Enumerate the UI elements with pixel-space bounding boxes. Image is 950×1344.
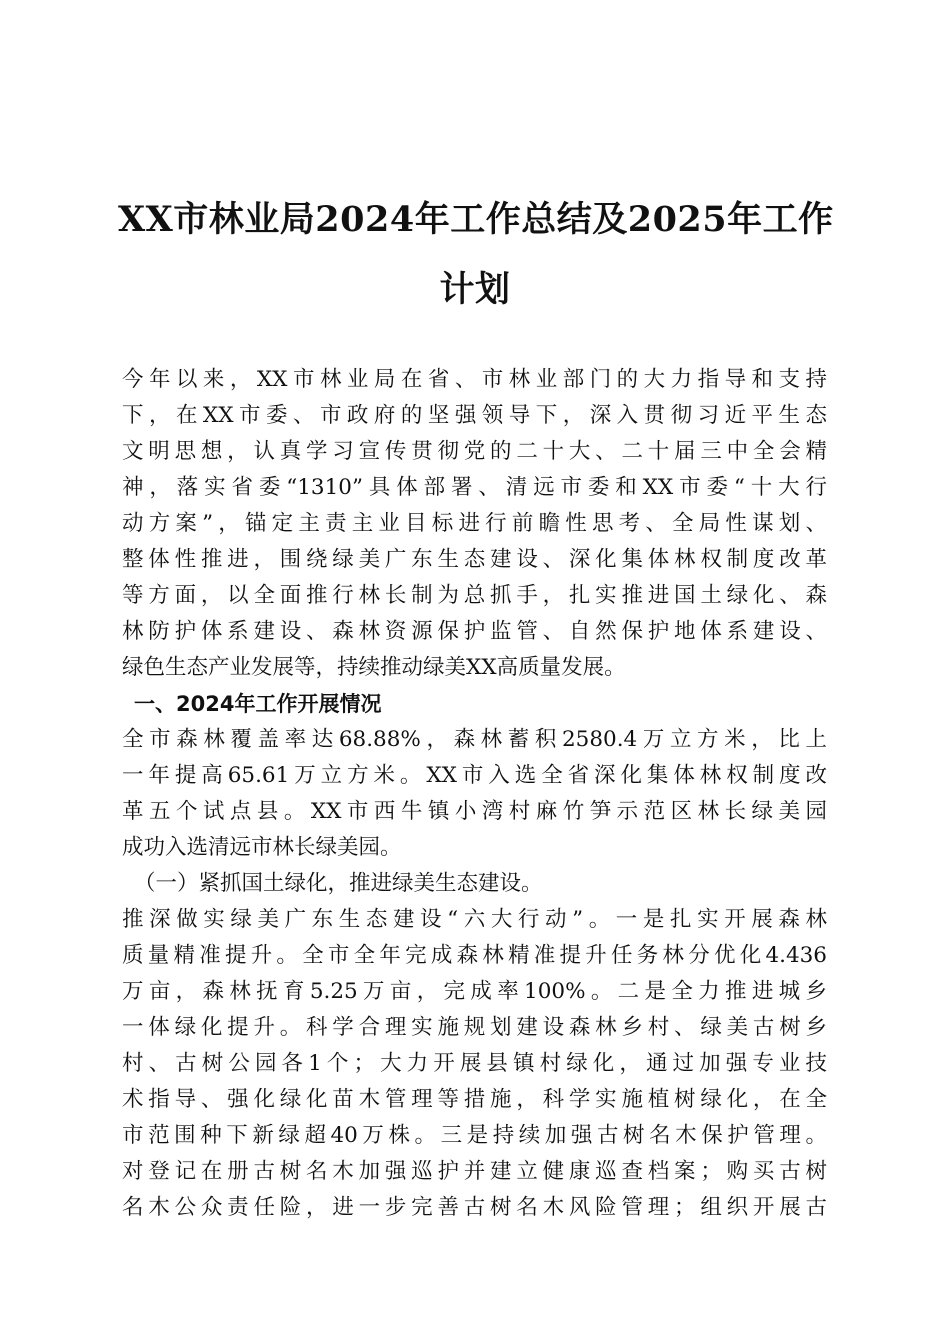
subsection-1-line: 术指导、强化绿化苗木管理等措施，科学实施植树绿化，在全 <box>122 1087 827 1112</box>
intro-paragraph <box>122 362 827 686</box>
section-1-line: 一年提高65.61万立方米。XX市入选全省深化集体林权制度改 <box>122 763 827 788</box>
intro-line: 下，在XX市委、市政府的坚强领导下，深入贯彻习近平生态 <box>122 403 827 428</box>
intro-line: 动方案”，锚定主责主业目标进行前瞻性思考、全局性谋划、 <box>122 511 827 536</box>
section-1-line: 成功入选清远市林长绿美园。 <box>122 835 402 860</box>
document-title-line-1: XX市林业局2024年工作总结及2025年工作 <box>118 199 834 240</box>
section-1-line: 全市森林覆盖率达68.88%，森林蓄积2580.4万立方米，比上 <box>122 727 827 752</box>
intro-line: 林防护体系建设、森林资源保护监管、自然保护地体系建设、 <box>122 619 827 644</box>
section-1-line: 革五个试点县。XX市西牛镇小湾村麻竹笋示范区林长绿美园 <box>122 799 827 824</box>
subsection-1-paragraph <box>122 902 827 1226</box>
subsection-1-line: 市范围种下新绿超40万株。三是持续加强古树名木保护管理。 <box>122 1123 827 1148</box>
intro-line: 绿色生态产业发展等，持续推动绿美XX高质量发展。 <box>122 655 626 680</box>
intro-line: 神，落实省委“1310”具体部署、清远市委和XX市委“十大行 <box>122 475 827 500</box>
section-1-paragraph <box>122 722 827 866</box>
subsection-1-line: 万亩，森林抚育5.25万亩，完成率100%。二是全力推进城乡 <box>122 979 827 1004</box>
intro-line: 等方面，以全面推行林长制为总抓手，扎实推进国土绿化、森 <box>122 583 827 608</box>
subsection-1-line: 推深做实绿美广东生态建设“六大行动”。一是扎实开展森林 <box>122 907 827 932</box>
intro-line: 整体性推进，围绕绿美广东生态建设、深化集体林权制度改革 <box>122 547 827 572</box>
intro-line: 今年以来，XX市林业局在省、市林业部门的大力指导和支持 <box>122 367 827 392</box>
subsection-1-line: 一体绿化提升。科学合理实施规划建设森林乡村、绿美古树乡 <box>122 1015 827 1040</box>
document-body <box>122 362 827 1226</box>
subsection-1-line: 对登记在册古树名木加强巡护并建立健康巡查档案；购买古树 <box>122 1159 827 1184</box>
subsection-1-line: 质量精准提升。全市全年完成森林精准提升任务林分优化4.436 <box>122 943 827 968</box>
intro-line: 文明思想，认真学习宣传贯彻党的二十大、二十届三中全会精 <box>122 439 827 464</box>
document-title-line-2: 计划 <box>439 269 511 310</box>
subsection-heading-1: （一）紧抓国土绿化，推进绿美生态建设。 <box>134 871 543 896</box>
section-heading-1: 一、2024年工作开展情况 <box>134 692 382 716</box>
subsection-1-line: 村、古树公园各1个；大力开展县镇村绿化，通过加强专业技 <box>122 1051 827 1076</box>
subsection-1-line: 名木公众责任险，进一步完善古树名木风险管理；组织开展古 <box>122 1195 827 1220</box>
